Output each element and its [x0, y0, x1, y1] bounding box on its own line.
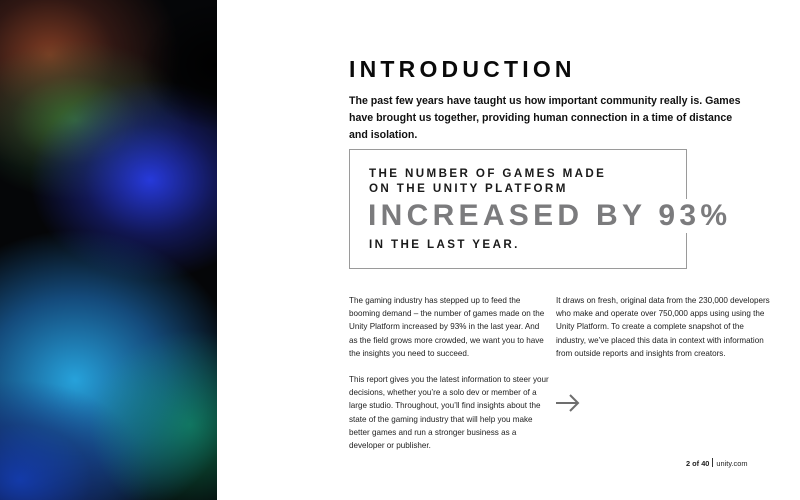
intro-paragraph: The past few years have taught us how important community really is. Games have brought us together, providing human connection in a time of distance and isolation. [349, 95, 741, 141]
callout-line-3: IN THE LAST YEAR. [369, 238, 520, 251]
callout-highlight: INCREASED BY 93% [368, 199, 734, 233]
body-column-right [556, 294, 776, 360]
body-paragraph: It draws on fresh, original data from the 230,000 developers who make and operate over 750,000 apps using using the Unity Platform. To create a complete snapshot of the industry, we’ve placed this data in context with information from outside reports and insights from creators. [556, 296, 770, 358]
page-footer [686, 458, 748, 468]
footer-divider [712, 458, 713, 467]
site-link[interactable]: unity.com [716, 459, 748, 468]
arrow-right-icon[interactable] [553, 392, 583, 414]
stat-callout-box [349, 149, 732, 269]
body-column-left [349, 294, 549, 452]
body-paragraph: This report gives you the latest information to steer your decisions, whether you’re a solo dev or member of a large studio. Throughout, you’ll find insights about the state of the gaming industry that will help you make better games and run a stronger business as a developer or publisher. [349, 375, 549, 451]
cover-art-gradient [0, 0, 217, 500]
body-paragraph: The gaming industry has stepped up to feed the booming demand – the number of games made on the Unity Platform increased by 93% in the last year. And as the field grows more crowded, we want you to have the insights you need to succeed. [349, 296, 545, 358]
page-number: 2 of 40 [686, 459, 710, 468]
page-title: INTRODUCTION [349, 56, 576, 82]
callout-line-2: ON THE UNITY PLATFORM [369, 182, 568, 195]
callout-line-1: THE NUMBER OF GAMES MADE [369, 167, 607, 180]
